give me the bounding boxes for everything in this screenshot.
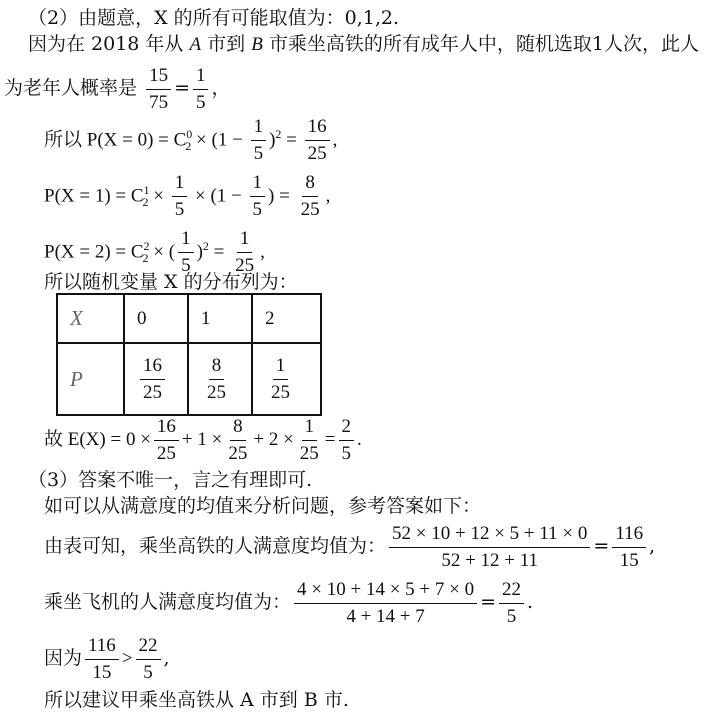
table-row-label: P xyxy=(57,343,124,415)
rail-mean-line: 由表可知，乘坐高铁的人满意度均值为： $\frac{52 \times 10 + 12 \times 5 + 11 \times 0}{52 + 12 + 11}$ = $\frac{116}{15}$ , xyxy=(44,518,655,574)
table-cell: $\frac{1}{25}$ xyxy=(252,343,321,415)
eq2-result: $\frac{1}{25}$ xyxy=(235,228,255,277)
table-row xyxy=(57,343,321,415)
part3-heading: （3）答案不唯一，言之有理即可. xyxy=(28,469,313,491)
plane-mean-line: 乘坐飞机的人满意度均值为： $\frac{4 \times 10 + 14 \times 5 + 7 \times 0}{4 + 14 + 7}$ = $\frac{22}{5}$ . xyxy=(44,574,533,630)
eq1-result: $\frac{8}{25}$ xyxy=(300,172,320,221)
eq-p2: $P(X = 2) = C^2_2$ × ( $\frac{1}{5}$ )$^2$ = $\frac{1}{25}$ , xyxy=(44,218,265,286)
rail-mean-result: $\frac{116}{15}$ xyxy=(612,521,646,574)
probability-line: 为老年人概率是 $\frac{15}{75}$ = $\frac{1}{5}$ ， xyxy=(4,58,231,118)
prob-simplified: $\frac{1}{5}$ xyxy=(193,63,209,116)
context-text-a: 因为在 2018 年从 xyxy=(28,33,184,55)
distribution-table xyxy=(56,293,322,416)
context-text-d: 为老年人概率是 xyxy=(4,77,138,99)
eq0-result: $\frac{16}{25}$ xyxy=(305,114,330,167)
table-header-cell: 1 xyxy=(188,294,252,343)
part2-heading: （2）由题意，X 的所有可能取值为：0,1,2. xyxy=(28,7,400,29)
eq-p1: $P(X = 1) = C^1_2$ × $\frac{1}{5}$ × (1 − $\frac{1}{5}$ ) = $\frac{8}{25}$ , xyxy=(44,162,330,230)
table-header-cell: X xyxy=(57,294,124,343)
table-cell: $\frac{16}{25}$ xyxy=(124,343,188,415)
table-header-cell: 0 xyxy=(124,294,188,343)
city-b: B xyxy=(251,34,263,55)
context-line xyxy=(28,32,699,57)
city-a: A xyxy=(189,34,202,55)
eq-p0: 所以 $P(X = 0) = C^0_2 \times (1$ − $\frac{1}{5}$ )$^2$ = $\frac{16}{25}$ , xyxy=(44,106,337,174)
expectation-result: $\frac{2}{5}$ xyxy=(339,414,355,467)
expectation-line: 故 E(X) = 0 × $\frac{16}{25}$ + 1 × $\frac{8}{25}$ + 2 × $\frac{1}{25}$ = $\frac{2}{5}$ . xyxy=(44,412,362,468)
context-text-b: 市到 xyxy=(207,33,246,55)
table-header-cell: 2 xyxy=(252,294,321,343)
distribution-intro: 所以随机变量 X 的分布列为： xyxy=(44,271,298,293)
part3-intro: 如可以从满意度的均值来分析问题，参考答案如下： xyxy=(44,495,482,517)
plane-mean-result: $\frac{22}{5}$ xyxy=(499,577,524,630)
prob-fraction: $\frac{15}{75}$ xyxy=(146,63,171,116)
conclusion: 所以建议甲乘坐高铁从 A 市到 B 市. xyxy=(44,689,349,711)
table-cell: $\frac{8}{25}$ xyxy=(188,343,252,415)
context-text-c: 市乘坐高铁的所有成年人中，随机选取1人次，此人 xyxy=(268,33,699,55)
table-row xyxy=(57,294,321,343)
comparison-line: 因为 $\frac{116}{15}$ > $\frac{22}{5}$ , xyxy=(44,634,170,683)
